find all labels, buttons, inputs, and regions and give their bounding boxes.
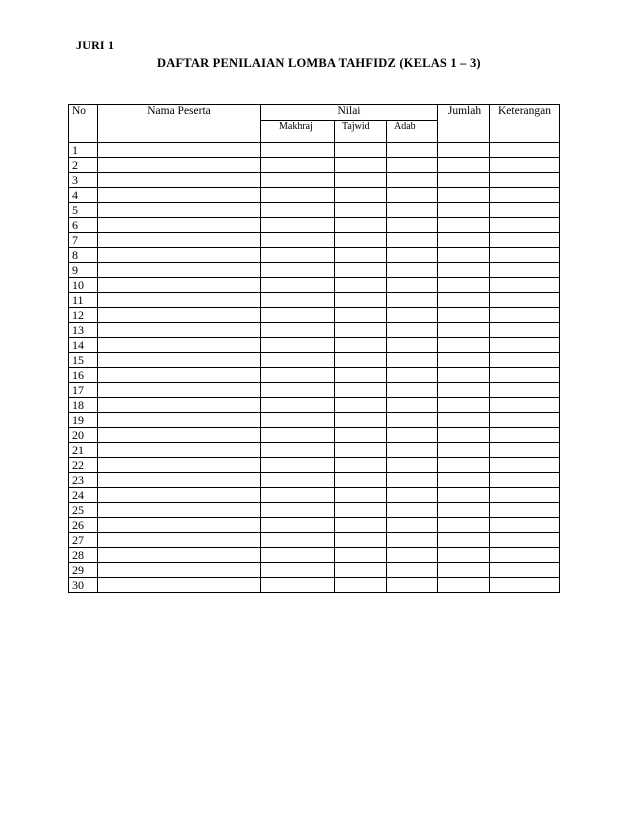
cell-adab[interactable] (387, 518, 438, 533)
cell-no: 30 (69, 578, 98, 593)
cell-jumlah[interactable] (438, 368, 490, 383)
cell-makhraj[interactable] (261, 488, 335, 503)
cell-keterangan[interactable] (490, 248, 560, 263)
cell-no: 16 (69, 368, 98, 383)
cell-tajwid[interactable] (335, 413, 387, 428)
column-header-no: No (69, 105, 98, 121)
cell-no: 12 (69, 308, 98, 323)
column-header-no-cont (69, 121, 98, 143)
cell-keterangan[interactable] (490, 278, 560, 293)
cell-keterangan[interactable] (490, 578, 560, 593)
cell-keterangan[interactable] (490, 413, 560, 428)
cell-no: 4 (69, 188, 98, 203)
cell-tajwid[interactable] (335, 383, 387, 398)
cell-makhraj[interactable] (261, 353, 335, 368)
cell-makhraj[interactable] (261, 143, 335, 158)
cell-tajwid[interactable] (335, 518, 387, 533)
cell-jumlah[interactable] (438, 578, 490, 593)
cell-adab[interactable] (387, 338, 438, 353)
cell-makhraj[interactable] (261, 308, 335, 323)
cell-tajwid[interactable] (335, 473, 387, 488)
cell-tajwid[interactable] (335, 263, 387, 278)
cell-makhraj[interactable] (261, 548, 335, 563)
cell-adab[interactable] (387, 323, 438, 338)
cell-nama[interactable] (98, 548, 261, 563)
cell-tajwid[interactable] (335, 143, 387, 158)
cell-no: 25 (69, 503, 98, 518)
cell-no: 20 (69, 428, 98, 443)
cell-tajwid[interactable] (335, 158, 387, 173)
cell-jumlah[interactable] (438, 458, 490, 473)
cell-adab[interactable] (387, 458, 438, 473)
cell-tajwid[interactable] (335, 398, 387, 413)
cell-adab[interactable] (387, 548, 438, 563)
cell-makhraj[interactable] (261, 293, 335, 308)
cell-keterangan[interactable] (490, 548, 560, 563)
cell-no: 18 (69, 398, 98, 413)
cell-tajwid[interactable] (335, 368, 387, 383)
cell-tajwid[interactable] (335, 308, 387, 323)
cell-adab[interactable] (387, 578, 438, 593)
cell-jumlah[interactable] (438, 518, 490, 533)
cell-jumlah[interactable] (438, 248, 490, 263)
cell-keterangan[interactable] (490, 488, 560, 503)
page-title: DAFTAR PENILAIAN LOMBA TAHFIDZ (KELAS 1 – 3) (157, 56, 481, 70)
cell-makhraj[interactable] (261, 233, 335, 248)
juri-label: JURI 1 (76, 38, 115, 52)
table-row (69, 548, 560, 563)
table-row (69, 428, 560, 443)
cell-keterangan[interactable] (490, 218, 560, 233)
cell-no: 2 (69, 158, 98, 173)
table-body (69, 143, 560, 593)
table-row (69, 413, 560, 428)
cell-adab[interactable] (387, 398, 438, 413)
column-header-nama: Nama Peserta (98, 105, 261, 121)
cell-nama[interactable] (98, 158, 261, 173)
cell-keterangan[interactable] (490, 503, 560, 518)
cell-jumlah[interactable] (438, 323, 490, 338)
cell-tajwid[interactable] (335, 488, 387, 503)
cell-makhraj[interactable] (261, 203, 335, 218)
cell-makhraj[interactable] (261, 563, 335, 578)
column-header-jumlah-cont (438, 121, 490, 143)
column-header-jumlah: Jumlah (438, 105, 490, 121)
cell-adab[interactable] (387, 428, 438, 443)
cell-keterangan[interactable] (490, 323, 560, 338)
cell-makhraj[interactable] (261, 173, 335, 188)
table-row (69, 143, 560, 158)
cell-jumlah[interactable] (438, 263, 490, 278)
cell-tajwid[interactable] (335, 563, 387, 578)
cell-nama[interactable] (98, 578, 261, 593)
cell-tajwid[interactable] (335, 233, 387, 248)
table-row (69, 278, 560, 293)
table-row (69, 533, 560, 548)
cell-jumlah[interactable] (438, 338, 490, 353)
cell-makhraj[interactable] (261, 248, 335, 263)
cell-keterangan[interactable] (490, 293, 560, 308)
table-row (69, 563, 560, 578)
cell-keterangan[interactable] (490, 563, 560, 578)
column-header-keterangan-cont (490, 121, 560, 143)
table-row (69, 218, 560, 233)
cell-keterangan[interactable] (490, 383, 560, 398)
cell-nama[interactable] (98, 398, 261, 413)
cell-tajwid[interactable] (335, 203, 387, 218)
cell-makhraj[interactable] (261, 413, 335, 428)
cell-makhraj[interactable] (261, 518, 335, 533)
subheader-tajwid: Tajwid (335, 121, 387, 143)
cell-makhraj[interactable] (261, 443, 335, 458)
cell-nama[interactable] (98, 323, 261, 338)
cell-keterangan[interactable] (490, 143, 560, 158)
cell-adab[interactable] (387, 563, 438, 578)
cell-keterangan[interactable] (490, 443, 560, 458)
cell-makhraj[interactable] (261, 428, 335, 443)
cell-nama[interactable] (98, 443, 261, 458)
cell-no: 14 (69, 338, 98, 353)
cell-jumlah[interactable] (438, 473, 490, 488)
cell-nama[interactable] (98, 563, 261, 578)
cell-jumlah[interactable] (438, 548, 490, 563)
cell-jumlah[interactable] (438, 218, 490, 233)
cell-no: 1 (69, 143, 98, 158)
table-row (69, 353, 560, 368)
cell-jumlah[interactable] (438, 443, 490, 458)
cell-jumlah[interactable] (438, 503, 490, 518)
cell-nama[interactable] (98, 413, 261, 428)
cell-jumlah[interactable] (438, 188, 490, 203)
table-row (69, 368, 560, 383)
cell-tajwid[interactable] (335, 458, 387, 473)
cell-adab[interactable] (387, 368, 438, 383)
cell-jumlah[interactable] (438, 428, 490, 443)
cell-nama[interactable] (98, 278, 261, 293)
cell-nama[interactable] (98, 293, 261, 308)
cell-keterangan[interactable] (490, 188, 560, 203)
cell-makhraj[interactable] (261, 473, 335, 488)
cell-keterangan[interactable] (490, 158, 560, 173)
cell-adab[interactable] (387, 263, 438, 278)
cell-makhraj[interactable] (261, 278, 335, 293)
cell-makhraj[interactable] (261, 458, 335, 473)
cell-nama[interactable] (98, 533, 261, 548)
cell-adab[interactable] (387, 173, 438, 188)
cell-makhraj[interactable] (261, 323, 335, 338)
cell-nama[interactable] (98, 263, 261, 278)
cell-adab[interactable] (387, 503, 438, 518)
cell-jumlah[interactable] (438, 488, 490, 503)
cell-jumlah[interactable] (438, 398, 490, 413)
cell-tajwid[interactable] (335, 353, 387, 368)
cell-no: 13 (69, 323, 98, 338)
cell-tajwid[interactable] (335, 443, 387, 458)
cell-makhraj[interactable] (261, 263, 335, 278)
cell-no: 27 (69, 533, 98, 548)
cell-makhraj[interactable] (261, 533, 335, 548)
table-row (69, 308, 560, 323)
cell-nama[interactable] (98, 518, 261, 533)
table-row (69, 293, 560, 308)
cell-nama[interactable] (98, 458, 261, 473)
cell-no: 3 (69, 173, 98, 188)
table-row (69, 578, 560, 593)
table-row (69, 458, 560, 473)
cell-adab[interactable] (387, 293, 438, 308)
cell-no: 28 (69, 548, 98, 563)
cell-jumlah[interactable] (438, 563, 490, 578)
table-row (69, 323, 560, 338)
table-row (69, 443, 560, 458)
cell-nama[interactable] (98, 338, 261, 353)
cell-no: 24 (69, 488, 98, 503)
cell-adab[interactable] (387, 413, 438, 428)
cell-jumlah[interactable] (438, 143, 490, 158)
cell-nama[interactable] (98, 383, 261, 398)
cell-jumlah[interactable] (438, 233, 490, 248)
cell-makhraj[interactable] (261, 368, 335, 383)
score-table (68, 104, 560, 593)
cell-jumlah[interactable] (438, 293, 490, 308)
cell-adab[interactable] (387, 533, 438, 548)
cell-makhraj[interactable] (261, 398, 335, 413)
cell-adab[interactable] (387, 308, 438, 323)
cell-tajwid[interactable] (335, 278, 387, 293)
cell-keterangan[interactable] (490, 428, 560, 443)
cell-makhraj[interactable] (261, 503, 335, 518)
table-row (69, 173, 560, 188)
cell-jumlah[interactable] (438, 533, 490, 548)
cell-no: 10 (69, 278, 98, 293)
column-header-nilai: Nilai (261, 105, 438, 121)
cell-makhraj[interactable] (261, 218, 335, 233)
table-row (69, 158, 560, 173)
cell-jumlah[interactable] (438, 158, 490, 173)
cell-jumlah[interactable] (438, 353, 490, 368)
cell-no: 19 (69, 413, 98, 428)
cell-nama[interactable] (98, 368, 261, 383)
table-row (69, 263, 560, 278)
cell-adab[interactable] (387, 218, 438, 233)
table-row (69, 203, 560, 218)
cell-no: 7 (69, 233, 98, 248)
column-header-nama-cont (98, 121, 261, 143)
subheader-makhraj: Makhraj (261, 121, 335, 143)
cell-adab[interactable] (387, 158, 438, 173)
cell-jumlah[interactable] (438, 383, 490, 398)
cell-adab[interactable] (387, 353, 438, 368)
cell-tajwid[interactable] (335, 248, 387, 263)
cell-jumlah[interactable] (438, 308, 490, 323)
cell-no: 21 (69, 443, 98, 458)
cell-tajwid[interactable] (335, 188, 387, 203)
cell-keterangan[interactable] (490, 398, 560, 413)
cell-no: 5 (69, 203, 98, 218)
cell-tajwid[interactable] (335, 533, 387, 548)
cell-no: 23 (69, 473, 98, 488)
table-row (69, 488, 560, 503)
cell-adab[interactable] (387, 233, 438, 248)
table-row (69, 338, 560, 353)
cell-jumlah[interactable] (438, 278, 490, 293)
cell-adab[interactable] (387, 143, 438, 158)
cell-keterangan[interactable] (490, 458, 560, 473)
table-row (69, 383, 560, 398)
cell-keterangan[interactable] (490, 233, 560, 248)
cell-nama[interactable] (98, 188, 261, 203)
cell-nama[interactable] (98, 233, 261, 248)
cell-nama[interactable] (98, 308, 261, 323)
cell-jumlah[interactable] (438, 413, 490, 428)
cell-tajwid[interactable] (335, 578, 387, 593)
cell-adab[interactable] (387, 188, 438, 203)
cell-no: 6 (69, 218, 98, 233)
cell-no: 29 (69, 563, 98, 578)
cell-adab[interactable] (387, 248, 438, 263)
subheader-adab: Adab (387, 121, 438, 143)
cell-nama[interactable] (98, 248, 261, 263)
cell-jumlah[interactable] (438, 173, 490, 188)
cell-tajwid[interactable] (335, 293, 387, 308)
cell-adab[interactable] (387, 473, 438, 488)
cell-nama[interactable] (98, 488, 261, 503)
cell-no: 8 (69, 248, 98, 263)
table-row (69, 503, 560, 518)
cell-keterangan[interactable] (490, 368, 560, 383)
cell-no: 22 (69, 458, 98, 473)
cell-jumlah[interactable] (438, 203, 490, 218)
cell-makhraj[interactable] (261, 578, 335, 593)
cell-adab[interactable] (387, 383, 438, 398)
cell-keterangan[interactable] (490, 338, 560, 353)
cell-makhraj[interactable] (261, 188, 335, 203)
cell-tajwid[interactable] (335, 548, 387, 563)
cell-tajwid[interactable] (335, 338, 387, 353)
cell-makhraj[interactable] (261, 383, 335, 398)
cell-no: 9 (69, 263, 98, 278)
cell-nama[interactable] (98, 218, 261, 233)
cell-no: 15 (69, 353, 98, 368)
cell-adab[interactable] (387, 443, 438, 458)
cell-makhraj[interactable] (261, 158, 335, 173)
cell-keterangan[interactable] (490, 533, 560, 548)
cell-keterangan[interactable] (490, 473, 560, 488)
table-row (69, 518, 560, 533)
cell-nama[interactable] (98, 353, 261, 368)
table-row (69, 188, 560, 203)
cell-nama[interactable] (98, 428, 261, 443)
cell-keterangan[interactable] (490, 203, 560, 218)
cell-keterangan[interactable] (490, 353, 560, 368)
cell-no: 26 (69, 518, 98, 533)
cell-nama[interactable] (98, 503, 261, 518)
table-row (69, 248, 560, 263)
cell-tajwid[interactable] (335, 503, 387, 518)
cell-nama[interactable] (98, 473, 261, 488)
cell-tajwid[interactable] (335, 323, 387, 338)
cell-no: 11 (69, 293, 98, 308)
cell-nama[interactable] (98, 143, 261, 158)
table-row (69, 398, 560, 413)
cell-adab[interactable] (387, 203, 438, 218)
table-row (69, 233, 560, 248)
column-header-keterangan: Keterangan (490, 105, 560, 121)
cell-adab[interactable] (387, 488, 438, 503)
cell-tajwid[interactable] (335, 428, 387, 443)
table-row (69, 473, 560, 488)
cell-keterangan[interactable] (490, 263, 560, 278)
cell-keterangan[interactable] (490, 518, 560, 533)
cell-no: 17 (69, 383, 98, 398)
cell-keterangan[interactable] (490, 308, 560, 323)
cell-nama[interactable] (98, 173, 261, 188)
cell-adab[interactable] (387, 278, 438, 293)
cell-keterangan[interactable] (490, 173, 560, 188)
cell-nama[interactable] (98, 203, 261, 218)
cell-tajwid[interactable] (335, 218, 387, 233)
cell-makhraj[interactable] (261, 338, 335, 353)
cell-tajwid[interactable] (335, 173, 387, 188)
